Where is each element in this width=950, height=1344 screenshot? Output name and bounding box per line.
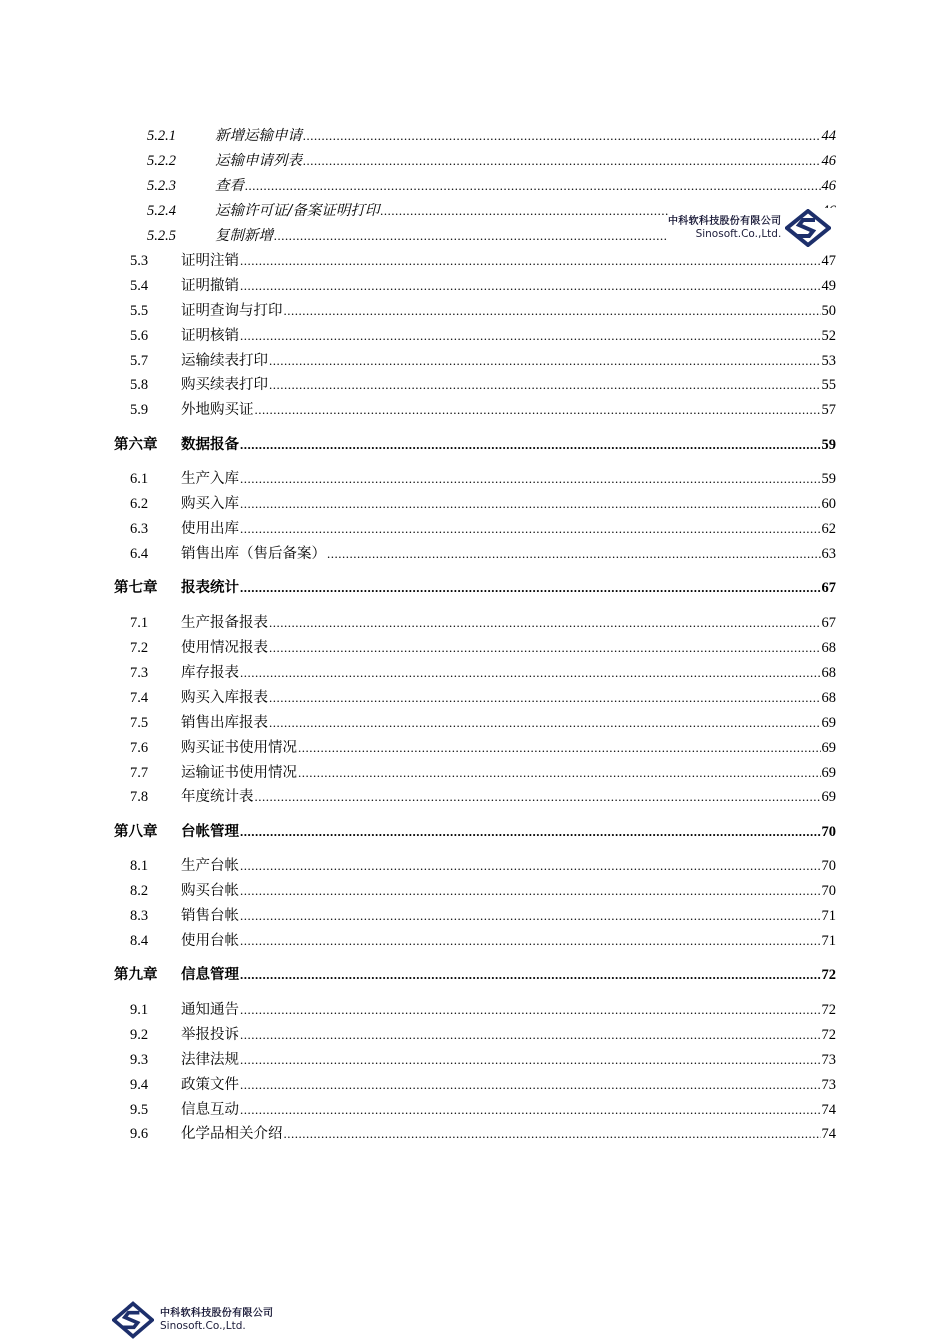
toc-page-number: 52 — [821, 328, 836, 344]
toc-dot-leader — [240, 493, 821, 515]
toc-dot-leader — [240, 662, 821, 684]
toc-dot-leader — [269, 637, 821, 659]
toc-page-number: 47 — [821, 253, 836, 269]
toc-page-number: 59 — [821, 471, 836, 487]
toc-dot-leader — [298, 737, 821, 759]
toc-page-number: 70 — [821, 824, 836, 840]
toc-entry-title: 化学品相关介绍 — [181, 1123, 284, 1145]
toc-entry[interactable] — [130, 662, 836, 684]
toc-entry-number: 8.1 — [130, 858, 149, 874]
toc-page-number: 50 — [821, 303, 836, 319]
toc-dot-leader — [240, 855, 821, 877]
toc-dot-leader — [269, 350, 821, 372]
toc-entry[interactable] — [130, 687, 836, 709]
toc-entry-number: 第六章 — [114, 436, 158, 453]
toc-dot-leader — [240, 275, 821, 297]
toc-entry-number: 第九章 — [114, 966, 158, 983]
toc-entry[interactable] — [130, 300, 836, 322]
toc-entry[interactable] — [130, 612, 836, 634]
toc-entry-title: 证明撤销 — [181, 275, 240, 297]
toc-dot-leader — [303, 125, 821, 147]
toc-entry-title: 使用出库 — [181, 518, 240, 540]
company-name-en: Sinosoft.Co.,Ltd. — [160, 1319, 246, 1332]
toc-entry-title: 证明查询与打印 — [181, 300, 284, 322]
toc-entry[interactable] — [130, 637, 836, 659]
toc-page-number: 74 — [821, 1126, 836, 1142]
toc-entry-number: 7.6 — [130, 740, 149, 756]
toc-entry-title: 新增运输申请 — [215, 125, 303, 147]
toc-dot-leader — [240, 434, 821, 456]
toc-entry-number: 9.6 — [130, 1126, 149, 1142]
toc-chapter-entry[interactable] — [114, 821, 836, 843]
toc-entry-number: 5.9 — [130, 402, 149, 418]
toc-entry-title: 运输许可证/备案证明打印 — [215, 200, 380, 222]
toc-entry[interactable] — [147, 175, 836, 197]
toc-dot-leader — [240, 999, 821, 1021]
toc-entry[interactable] — [130, 712, 836, 734]
toc-entry-title: 信息互动 — [181, 1099, 240, 1121]
toc-entry-number: 8.4 — [130, 933, 149, 949]
toc-entry-title: 销售台帐 — [181, 905, 240, 927]
toc-entry-title: 销售出库报表 — [181, 712, 269, 734]
toc-dot-leader — [240, 880, 821, 902]
toc-dot-leader — [240, 821, 821, 843]
toc-entry[interactable] — [130, 1123, 836, 1145]
toc-entry-number: 5.2.1 — [147, 128, 176, 144]
toc-page-number: 57 — [821, 402, 836, 418]
toc-page-number: 53 — [821, 353, 836, 369]
toc-entry-title: 数据报备 — [181, 434, 240, 456]
toc-dot-leader — [240, 905, 821, 927]
toc-dot-leader — [303, 150, 821, 172]
toc-entry-title: 购买续表打印 — [181, 374, 269, 396]
toc-entry[interactable] — [130, 250, 836, 272]
toc-entry-number: 7.2 — [130, 640, 149, 656]
toc-entry-number: 8.2 — [130, 883, 149, 899]
toc-entry-number: 7.8 — [130, 789, 149, 805]
toc-entry-number: 6.4 — [130, 546, 149, 562]
toc-entry[interactable] — [130, 275, 836, 297]
toc-entry-number: 第七章 — [114, 579, 158, 596]
toc-entry-number: 7.3 — [130, 665, 149, 681]
toc-page-number: 68 — [821, 690, 836, 706]
footer-logo — [112, 1300, 273, 1340]
toc-entry[interactable] — [130, 855, 836, 877]
toc-page-number: 72 — [821, 1027, 836, 1043]
toc-entry-title: 举报投诉 — [181, 1024, 240, 1046]
toc-entry-title: 查看 — [215, 175, 245, 197]
toc-dot-leader — [240, 1024, 821, 1046]
toc-entry-title: 生产报备报表 — [181, 612, 269, 634]
toc-entry[interactable] — [130, 325, 836, 347]
toc-page-number: 49 — [821, 278, 836, 294]
toc-entry-number: 7.7 — [130, 765, 149, 781]
toc-entry-title: 运输申请列表 — [215, 150, 303, 172]
toc-page-number: 69 — [821, 740, 836, 756]
toc-entry-number: 6.3 — [130, 521, 149, 537]
toc-entry[interactable] — [130, 518, 836, 540]
toc-entry-title: 外地购买证 — [181, 399, 255, 421]
toc-entry-number: 5.7 — [130, 353, 149, 369]
toc-page-number: 60 — [821, 496, 836, 512]
toc-entry[interactable] — [130, 374, 836, 396]
toc-entry-title: 通知通告 — [181, 999, 240, 1021]
toc-entry[interactable] — [130, 905, 836, 927]
toc-page-number: 69 — [821, 715, 836, 731]
toc-entry-title: 信息管理 — [181, 964, 240, 986]
toc-entry-number: 8.3 — [130, 908, 149, 924]
toc-entry-number: 5.4 — [130, 278, 149, 294]
toc-dot-leader — [240, 1049, 821, 1071]
toc-dot-leader — [240, 325, 821, 347]
toc-page-number: 74 — [821, 1102, 836, 1118]
toc-entry[interactable] — [130, 1099, 836, 1121]
toc-dot-leader — [269, 712, 821, 734]
toc-dot-leader — [284, 1123, 821, 1145]
toc-page-number: 44 — [821, 128, 836, 144]
toc-entry-title: 证明注销 — [181, 250, 240, 272]
toc-entry-title: 销售出库（售后备案） — [181, 543, 327, 565]
toc-entry-number: 5.2.3 — [147, 178, 176, 194]
toc-entry-number: 9.4 — [130, 1077, 149, 1093]
toc-dot-leader — [240, 930, 821, 952]
toc-dot-leader — [240, 1099, 821, 1121]
toc-entry-title: 证明核销 — [181, 325, 240, 347]
toc-entry-number: 9.5 — [130, 1102, 149, 1118]
toc-entry-number: 5.2.5 — [147, 228, 176, 244]
toc-entry[interactable] — [130, 930, 836, 952]
toc-entry-number: 7.5 — [130, 715, 149, 731]
toc-entry[interactable] — [147, 125, 836, 147]
toc-entry[interactable] — [147, 150, 836, 172]
toc-entry-number: 5.6 — [130, 328, 149, 344]
toc-chapter-entry[interactable] — [114, 964, 836, 986]
toc-entry-title: 购买入库 — [181, 493, 240, 515]
toc-page-number: 71 — [821, 933, 836, 949]
toc-entry-title: 库存报表 — [181, 662, 240, 684]
toc-entry[interactable] — [130, 399, 836, 421]
header-logo — [668, 208, 838, 248]
toc-entry-number: 5.5 — [130, 303, 149, 319]
toc-entry[interactable] — [130, 468, 836, 490]
toc-dot-leader — [240, 250, 821, 272]
company-name-en: Sinosoft.Co.,Ltd. — [695, 227, 782, 240]
toc-entry-number: 5.3 — [130, 253, 149, 269]
toc-page-number: 69 — [821, 765, 836, 781]
toc-dot-leader — [269, 687, 821, 709]
toc-entry-number: 7.4 — [130, 690, 149, 706]
toc-page-number: 72 — [821, 1002, 836, 1018]
toc-entry-title: 生产入库 — [181, 468, 240, 490]
toc-page-number: 73 — [821, 1052, 836, 1068]
toc-page-number: 70 — [821, 883, 836, 899]
toc-page-number: 55 — [821, 377, 836, 393]
toc-entry[interactable] — [130, 1049, 836, 1071]
toc-entry-number: 6.2 — [130, 496, 149, 512]
toc-entry-title: 复制新增 — [215, 225, 274, 247]
toc-entry-number: 5.8 — [130, 377, 149, 393]
toc-dot-leader — [240, 468, 821, 490]
toc-page-number: 62 — [821, 521, 836, 537]
toc-chapter-entry[interactable] — [114, 434, 836, 456]
toc-entry[interactable] — [130, 880, 836, 902]
toc-page-number: 63 — [821, 546, 836, 562]
toc-entry-number: 5.2.2 — [147, 153, 176, 169]
toc-entry[interactable] — [130, 1074, 836, 1096]
toc-dot-leader — [255, 786, 821, 808]
toc-page-number: 46 — [821, 178, 836, 194]
toc-entry[interactable] — [130, 737, 836, 759]
toc-page-number: 72 — [821, 967, 836, 983]
company-name-cn: 中科软科技股份有限公司 — [160, 1308, 274, 1320]
toc-entry-title: 法律法规 — [181, 1049, 240, 1071]
toc-page-number: 67 — [821, 615, 836, 631]
toc-entry-title: 使用情况报表 — [181, 637, 269, 659]
toc-entry-title: 使用台帐 — [181, 930, 240, 952]
toc-entry[interactable] — [130, 493, 836, 515]
toc-entry-title: 运输证书使用情况 — [181, 762, 298, 784]
toc-dot-leader — [327, 543, 821, 565]
toc-page-number: 71 — [821, 908, 836, 924]
toc-entry-title: 购买证书使用情况 — [181, 737, 298, 759]
toc-dot-leader — [269, 374, 821, 396]
toc-dot-leader — [298, 762, 821, 784]
toc-entry-title: 生产台帐 — [181, 855, 240, 877]
toc-entry-title: 购买入库报表 — [181, 687, 269, 709]
toc-entry-number: 第八章 — [114, 823, 158, 840]
toc-entry-number: 9.1 — [130, 1002, 149, 1018]
toc-dot-leader — [284, 300, 821, 322]
toc-page-number: 70 — [821, 858, 836, 874]
toc-chapter-entry[interactable] — [114, 577, 836, 599]
sinosoft-logo-icon — [112, 1300, 154, 1340]
toc-entry[interactable] — [130, 350, 836, 372]
toc-entry-number: 6.1 — [130, 471, 149, 487]
toc-dot-leader — [240, 577, 821, 599]
toc-dot-leader — [269, 612, 821, 634]
toc-entry-title: 报表统计 — [181, 577, 240, 599]
toc-entry-title: 政策文件 — [181, 1074, 240, 1096]
toc-entry[interactable] — [130, 999, 836, 1021]
toc-entry[interactable] — [130, 1024, 836, 1046]
toc-dot-leader — [255, 399, 821, 421]
toc-entry-title: 购买台帐 — [181, 880, 240, 902]
toc-page-number: 68 — [821, 665, 836, 681]
toc-entry-title: 年度统计表 — [181, 786, 255, 808]
company-name-cn: 中科软科技股份有限公司 — [668, 216, 782, 228]
toc-page-number: 69 — [821, 789, 836, 805]
toc-page-number: 46 — [821, 153, 836, 169]
toc-entry-number: 7.1 — [130, 615, 149, 631]
toc-entry-number: 9.2 — [130, 1027, 149, 1043]
toc-entry-number: 9.3 — [130, 1052, 149, 1068]
toc-page-number: 73 — [821, 1077, 836, 1093]
toc-entry[interactable] — [130, 762, 836, 784]
toc-page-number: 68 — [821, 640, 836, 656]
toc-dot-leader — [240, 518, 821, 540]
sinosoft-logo-icon — [785, 209, 831, 247]
toc-entry-title: 运输续表打印 — [181, 350, 269, 372]
toc-entry[interactable] — [130, 543, 836, 565]
toc-entry-title: 台帐管理 — [181, 821, 240, 843]
toc-entry-number: 5.2.4 — [147, 203, 176, 219]
toc-dot-leader — [240, 964, 821, 986]
toc-page-number: 67 — [821, 580, 836, 596]
toc-dot-leader — [240, 1074, 821, 1096]
toc-dot-leader — [245, 175, 821, 197]
toc-page-number: 59 — [821, 437, 836, 453]
toc-entry[interactable] — [130, 786, 836, 808]
